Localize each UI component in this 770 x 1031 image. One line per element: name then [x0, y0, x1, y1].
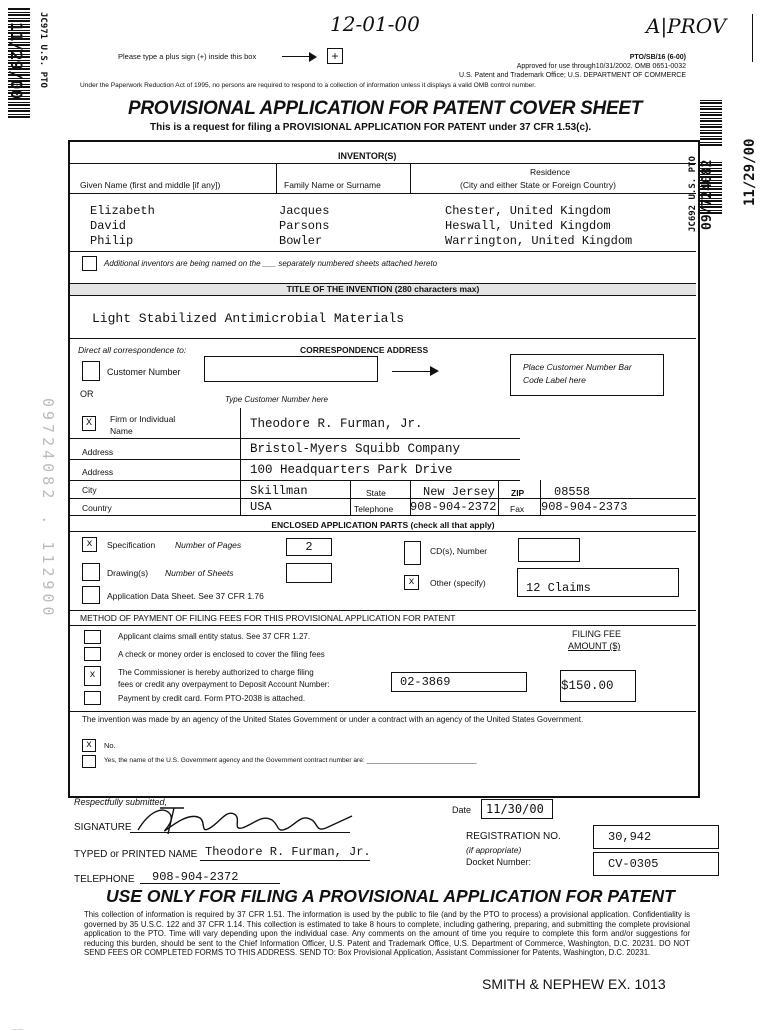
plus-box[interactable]: + — [327, 48, 343, 64]
city-label: City — [82, 485, 97, 495]
credit-card-checkbox[interactable] — [84, 691, 101, 705]
date-label: Date — [452, 805, 472, 815]
paperwork-notice: Under the Paperwork Reduction Act of 1995, no persons are required to respond to a collection of information unless it displays a valid OMB control number. — [80, 82, 536, 89]
reg-sub: (if appropriate) — [466, 845, 522, 855]
left-stamp-date: 11/29/00 — [7, 22, 26, 100]
fax-value: 908-904-2373 — [541, 500, 628, 514]
sheets-field[interactable] — [286, 563, 332, 583]
commissioner-checkbox[interactable]: x — [84, 666, 101, 686]
reg-label: REGISTRATION NO. — [466, 831, 561, 842]
cd-number-field[interactable] — [518, 538, 580, 562]
gov-no-label: No. — [104, 741, 116, 750]
ads-checkbox[interactable] — [82, 586, 100, 604]
address-line-2: 100 Headquarters Park Drive — [250, 463, 453, 477]
inventor-given-1: Elizabeth — [90, 204, 155, 218]
exhibit-label: SMITH & NEPHEW EX. 1013 — [482, 976, 666, 992]
telephone-label: Telephone — [354, 504, 394, 514]
firm-checkbox[interactable]: X — [82, 416, 96, 431]
additional-inventors-text: Additional inventors are being named on the ___ separately numbered sheets attached hereto — [104, 259, 438, 268]
handwritten-date: 12-01-00 — [330, 12, 420, 36]
other-field[interactable]: 12 Claims — [517, 568, 679, 597]
cd-label: CD(s), Number — [430, 546, 488, 556]
drawings-checkbox[interactable] — [82, 563, 100, 581]
docket-field[interactable]: CV-0305 — [593, 852, 719, 876]
or-label: OR — [80, 389, 94, 399]
direct-correspondence: Direct all correspondence to: — [78, 345, 187, 355]
address-line-1: Bristol-Myers Squibb Company — [250, 442, 461, 456]
side-number: 09724082 . 112900 — [39, 398, 57, 620]
typed-name-value: Theodore R. Furman, Jr. — [205, 845, 371, 859]
telephone-value: 908-904-2372 — [410, 500, 497, 514]
right-barcode-top — [700, 98, 722, 146]
ads-label: Application Data Sheet. See 37 CFR 1.76 — [107, 591, 264, 601]
inventor-family-3: Bowler — [279, 234, 323, 248]
type-customer-number: Type Customer Number here — [225, 395, 328, 404]
customer-number-checkbox[interactable] — [82, 361, 100, 381]
inventor-family-1: Jacques — [279, 204, 330, 218]
country-label: Country — [82, 503, 112, 513]
customer-number-label: Customer Number — [107, 367, 181, 377]
city-value: Skillman — [250, 484, 308, 498]
signature-label: SIGNATURE — [74, 822, 132, 833]
check-money-label: A check or money order is enclosed to cover the filing fees — [118, 650, 325, 659]
gov-yes-label: Yes, the name of the U.S. Government agency and the Government contract number are: ______________________________ — [104, 757, 477, 764]
specification-label: Specification — [107, 540, 156, 550]
fax-label: Fax — [510, 504, 525, 514]
check-money-checkbox[interactable] — [84, 647, 101, 661]
drawings-label: Drawing(s) — [107, 568, 149, 578]
inventor-residence-2: Heswall, United Kingdom — [445, 219, 611, 233]
inventor-given-3: Philip — [90, 234, 134, 248]
col-residence: Residence — [530, 167, 571, 177]
gov-no-checkbox[interactable]: x — [82, 739, 96, 752]
docket-label: Docket Number: — [466, 857, 532, 867]
other-label: Other (specify) — [430, 578, 486, 588]
government-text: The invention was made by an agency of the United States Government or under a contract with an agency of the United States Government. — [82, 715, 584, 724]
cd-checkbox[interactable] — [404, 541, 421, 565]
zip-value: 08558 — [554, 485, 591, 499]
telephone-footer-value: 908-904-2372 — [152, 870, 239, 884]
customer-number-field[interactable] — [204, 356, 378, 382]
inventor-family-2: Parsons — [279, 219, 330, 233]
title-heading: TITLE OF THE INVENTION (280 characters max) — [70, 283, 696, 296]
customer-arrow — [392, 371, 430, 372]
commissioner-line-2: fees or credit any overpayment to Deposit Account Number: — [118, 680, 330, 689]
col-family: Family Name or Surname — [284, 180, 381, 190]
col-residence-sub: (City and either State or Foreign Country) — [460, 180, 616, 190]
firm-name: Theodore R. Furman, Jr. — [250, 417, 423, 431]
invention-title: Light Stabilized Antimicrobial Materials — [92, 311, 405, 326]
corner-line — [752, 14, 753, 62]
pages-label: Number of Pages — [175, 540, 242, 550]
left-stamp-code: JC971 U.S. PTO — [38, 12, 48, 88]
signature-mark — [130, 800, 360, 846]
inventor-given-2: David — [90, 219, 127, 233]
handwritten-corner: A|PROV — [646, 14, 727, 38]
omb-approved: Approved for use through10/31/2002. OMB 0651-0032 — [516, 63, 686, 70]
office-line: U.S. Patent and Trademark Office; U.S. DEPARTMENT OF COMMERCE — [458, 72, 686, 79]
gov-yes-checkbox[interactable] — [82, 755, 96, 768]
use-only-banner: USE ONLY FOR FILING A PROVISIONAL APPLICATION FOR PATENT — [106, 886, 675, 906]
specification-checkbox[interactable]: x — [82, 537, 97, 552]
form-subtitle: This is a request for filing a PROVISIONAL APPLICATION FOR PATENT under 37 CFR 1.53(c). — [150, 122, 592, 133]
additional-inventors-checkbox[interactable] — [82, 256, 97, 271]
plus-arrow-head — [309, 52, 317, 62]
filing-fee-label: FILING FEE — [572, 629, 622, 639]
right-stamp-code: JC692 U.S. PTO — [688, 156, 698, 232]
other-checkbox[interactable]: x — [404, 575, 419, 590]
state-label: State — [366, 488, 386, 498]
firm-label: Firm or Individual Name — [110, 414, 176, 436]
small-entity-label: Applicant claims small entity status. See 37 CFR 1.27. — [118, 632, 311, 641]
plus-note: Please type a plus sign (+) inside this box — [118, 52, 257, 61]
amount-field[interactable]: $150.00 — [560, 670, 636, 702]
date-field[interactable]: 11/30/00 — [481, 799, 553, 819]
telephone-footer-label: TELEPHONE — [74, 874, 135, 885]
typed-name-label: TYPED or PRINTED NAME — [74, 849, 198, 860]
state-value: New Jersey — [423, 485, 496, 499]
enclosed-heading: ENCLOSED APPLICATION PARTS (check all that apply) — [70, 520, 696, 532]
deposit-account-field[interactable]: 02-3869 — [391, 672, 527, 692]
plus-arrow — [282, 56, 310, 57]
form-title: PROVISIONAL APPLICATION FOR PATENT COVER SHEET — [128, 98, 643, 119]
commissioner-line-1: The Commissioner is hereby authorized to charge filing — [118, 668, 314, 677]
right-stamp-number: 09/724082 — [700, 159, 715, 230]
small-entity-checkbox[interactable] — [84, 630, 101, 644]
inventors-heading: INVENTOR(S) — [338, 151, 397, 161]
form-id: PTO/SB/16 (6-00) — [629, 54, 686, 61]
credit-card-label: Payment by credit card. Form PTO-2038 is attached. — [118, 694, 306, 703]
address-label-2: Address — [82, 467, 114, 477]
address-label-1: Address — [82, 447, 114, 457]
barcode-label-text: Place Customer Number Bar Code Label here — [523, 362, 632, 385]
amount-label: AMOUNT ($) — [568, 641, 621, 651]
customer-arrow-head — [430, 366, 439, 376]
col-given: Given Name (first and middle [if any]) — [80, 180, 221, 190]
respectfully-submitted: Respectfully submitted, — [74, 797, 168, 807]
inventor-residence-3: Warrington, United Kingdom — [445, 234, 633, 248]
payment-heading: METHOD OF PAYMENT OF FILING FEES FOR THIS PROVISIONAL APPLICATION FOR PATENT — [80, 613, 456, 623]
pages-field[interactable]: 2 — [286, 538, 332, 556]
reg-number-field[interactable]: 30,942 — [593, 825, 719, 849]
country-value: USA — [250, 500, 272, 514]
zip-label: ZIP — [511, 488, 525, 498]
right-stamp-date: 11/29/00 — [742, 138, 758, 206]
correspondence-heading: CORRESPONDENCE ADDRESS — [300, 345, 429, 355]
sheets-label: Number of Sheets — [165, 568, 234, 578]
inventor-residence-1: Chester, United Kingdom — [445, 204, 611, 218]
burden-statement: This collection of information is required by 37 CFR 1.51. The information is used by the public to file (and by the PTO to process) a provisional application. Confidentiality is governed by 35 U.S.C. 122 and 37 CFR 1.14. This collection is estimated to take 8 hours to complete, including gathering, preparing, and submitting the complete provisional application to the PTO. Time will vary depending upon the individual case. Any comments on the amount of time you require to complete this form and/or suggestions for reducing this burden, should be sent to the Chief Information Officer, U.S. Patent and Trademark Office, U.S. Department of Commerce, Washington, D.C. 20231. DO NOT SEND FEES OR COMPLETED FORMS TO THIS ADDRESS. SEND TO: Box Provisional Application, Assistant Commissioner for Patents, Washington, D.C. 20231. — [84, 910, 690, 958]
